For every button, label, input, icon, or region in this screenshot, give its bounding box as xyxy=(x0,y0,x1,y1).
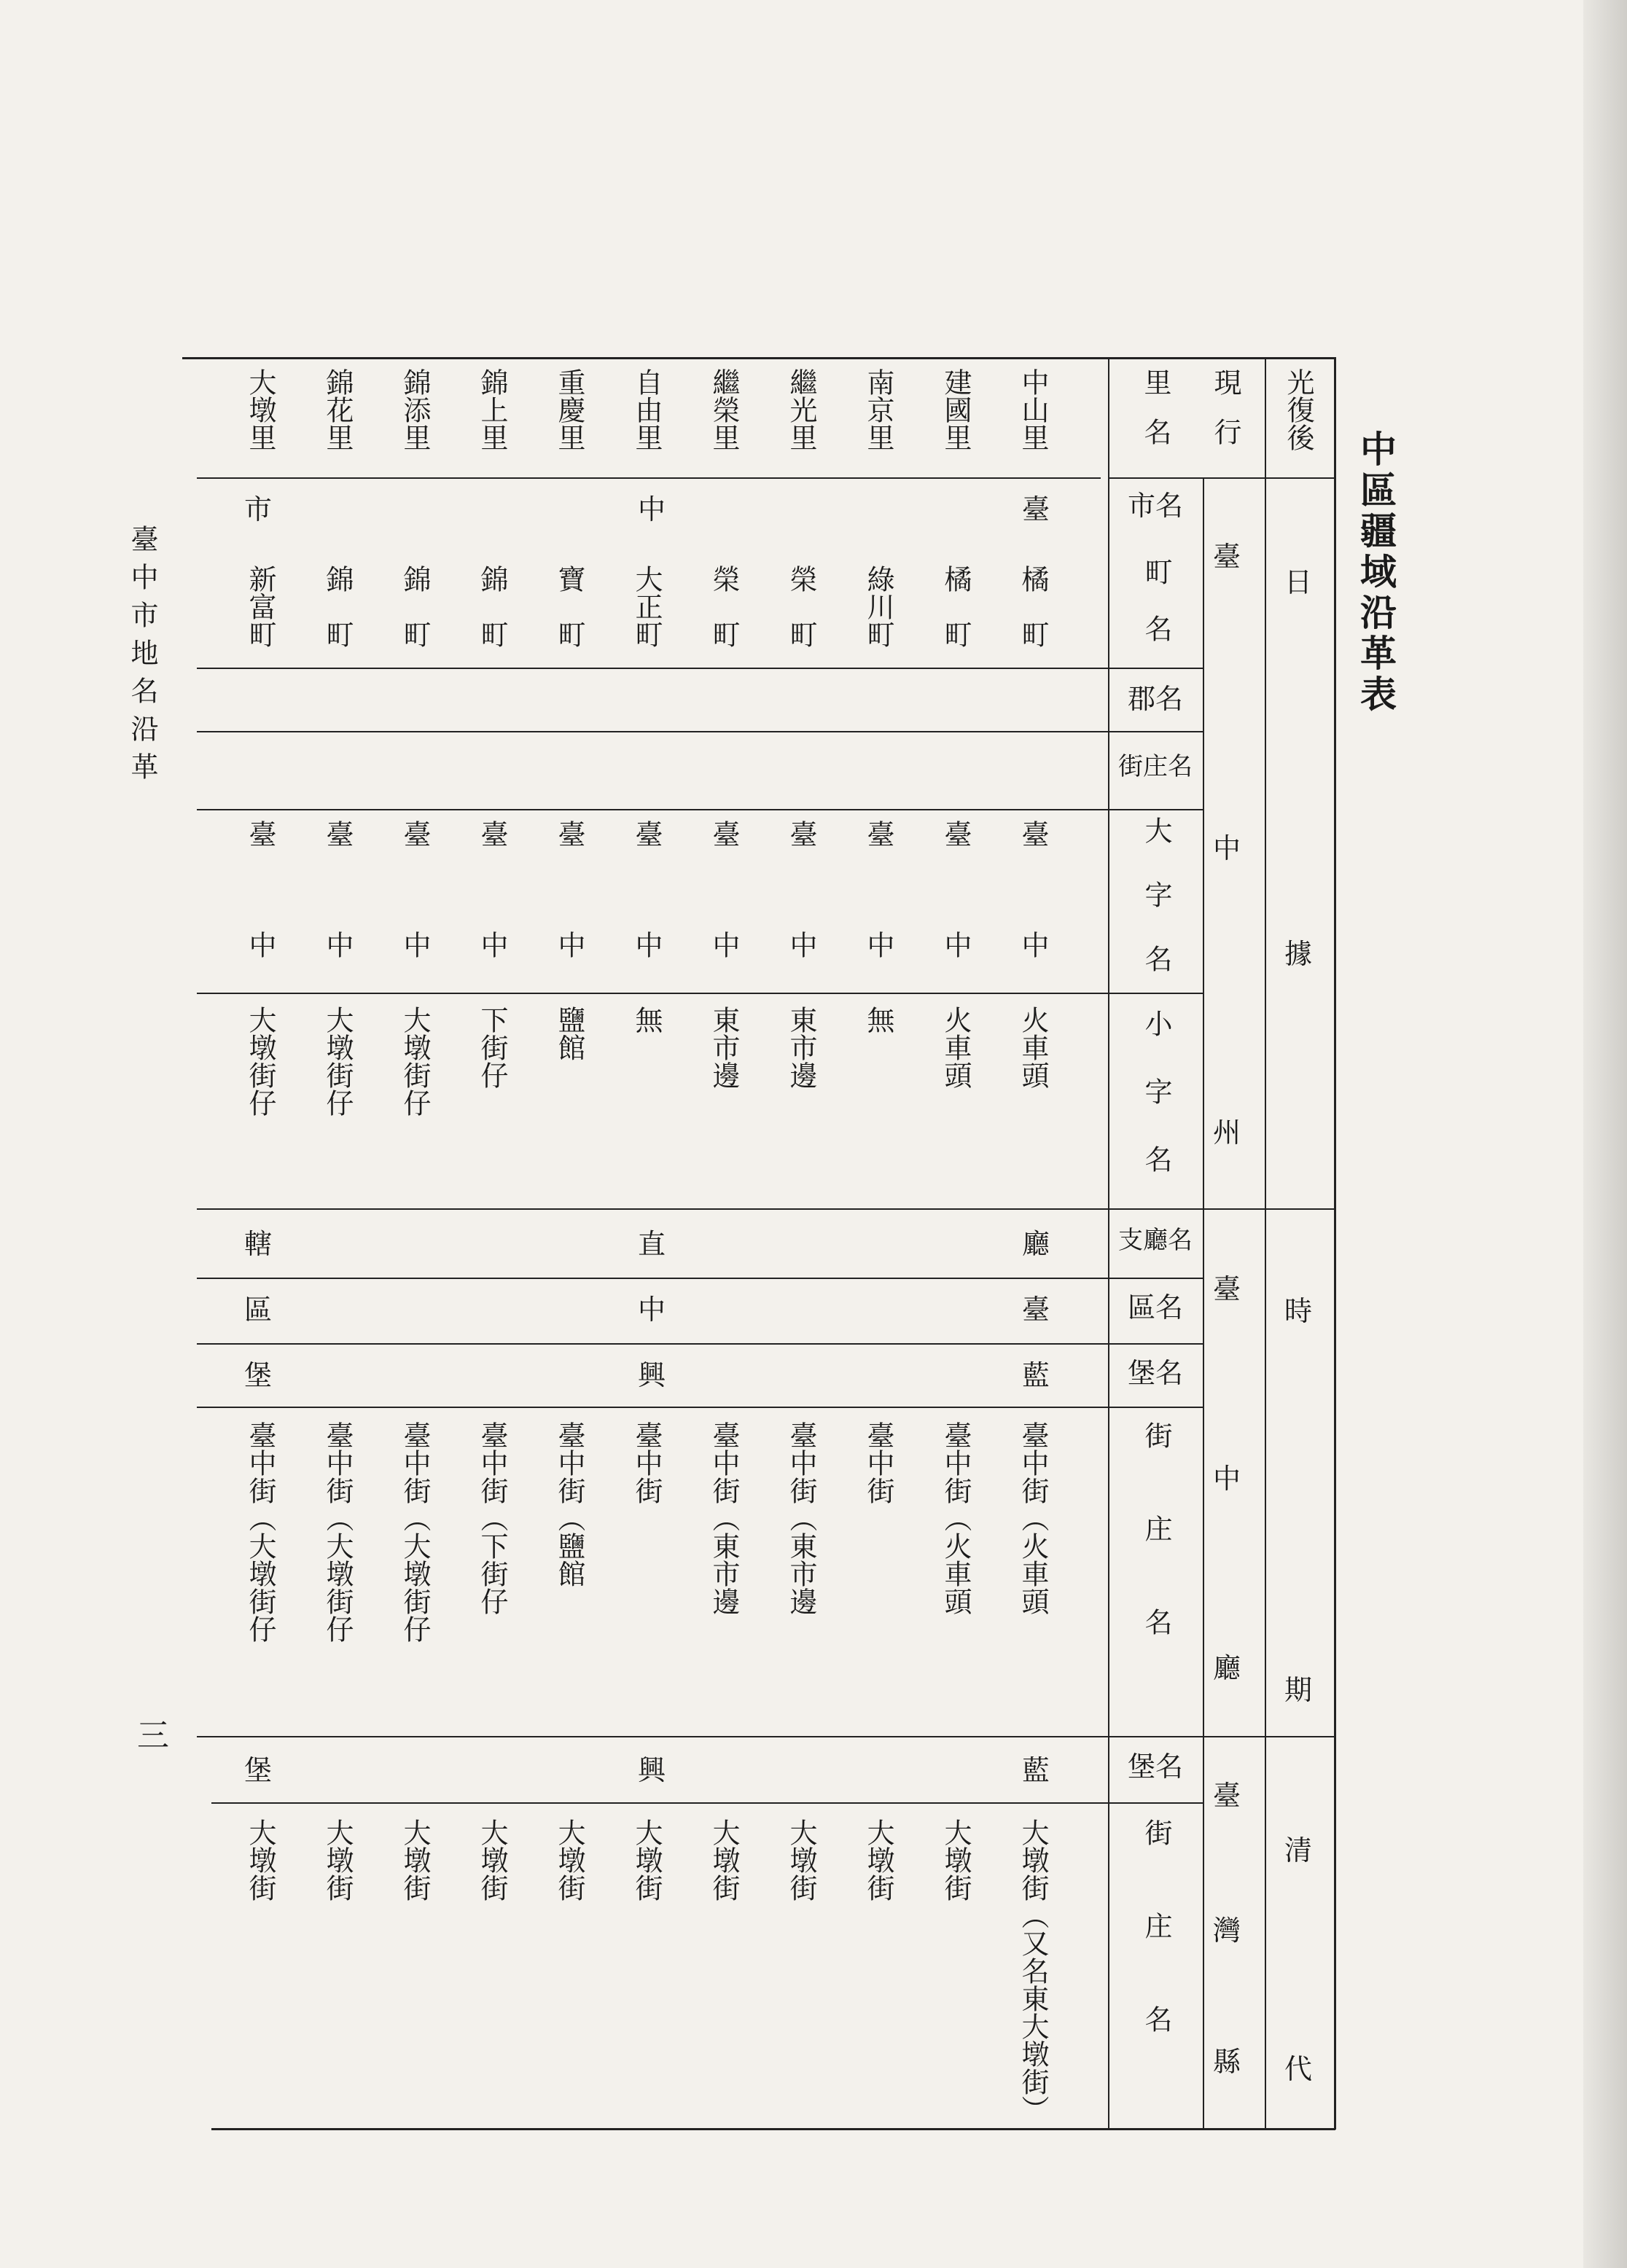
header-ri: 日 xyxy=(1284,566,1313,598)
xiaozi-name: 大墩街仔 xyxy=(399,1006,431,1117)
ting-zhong: 中 xyxy=(1213,1463,1241,1495)
qu-row-char: 中 xyxy=(638,1294,666,1326)
jiezhuang-name-qing: 臺中街︵火車頭 xyxy=(940,1421,972,1615)
town-name: 錦 町 xyxy=(321,565,354,648)
xiaozi-name: 東市邊 xyxy=(785,1006,817,1089)
jiezhuang-name-qing: 臺中街 xyxy=(862,1421,894,1504)
sub-jiezhuang-ming-2: 街庄名 xyxy=(1140,1818,1172,2098)
sub-qu-ming: 區名 xyxy=(1127,1291,1183,1323)
sub-ding-ming: 町名 xyxy=(1140,558,1172,671)
page-number: 三 xyxy=(137,1717,169,1754)
dazi-name: 臺 中 xyxy=(631,820,663,958)
dazi-name: 臺 中 xyxy=(476,820,508,958)
dazi-name: 臺 中 xyxy=(708,820,740,958)
jiezhuang-name-taiwan: 大墩街 xyxy=(631,1818,663,1901)
town-name: 新富町 xyxy=(244,565,276,648)
sub-jiezhuang-ming: 街庄名 xyxy=(1118,752,1193,781)
village-name: 錦添里 xyxy=(399,368,431,451)
dazi-name: 臺 中 xyxy=(1017,820,1049,958)
jiezhuang-name-qing: 臺中街︵下街仔 xyxy=(476,1421,508,1615)
header-qing: 清 xyxy=(1284,1834,1313,1866)
sub-zhiting-ming: 支廳名 xyxy=(1118,1226,1193,1255)
town-name: 橘 町 xyxy=(1017,565,1049,648)
town-name: 錦 町 xyxy=(399,565,431,648)
xiaozi-name: 大墩街仔 xyxy=(321,1006,354,1117)
zhiting-row-char: 轄 xyxy=(244,1228,273,1260)
jiezhuang-name-taiwan: 大墩街 xyxy=(476,1818,508,1901)
village-name: 重慶里 xyxy=(553,368,585,451)
jiezhuang-name-taiwan: 大墩街︵又名東大墩街︶ xyxy=(1017,1818,1049,2123)
header-liming: 里名 xyxy=(1139,368,1171,467)
xiaozi-name: 無 xyxy=(862,1006,894,1033)
jiezhuang-name-taiwan: 大墩街 xyxy=(553,1818,585,1901)
town-name: 大正町 xyxy=(631,565,663,648)
xiaozi-name: 東市邊 xyxy=(708,1006,740,1089)
jiezhuang-name-taiwan: 大墩街 xyxy=(321,1818,354,1901)
xiaozi-name: 無 xyxy=(631,1006,663,1033)
jiezhuang-name-qing: 臺中街 xyxy=(631,1421,663,1504)
ting-tai: 臺 xyxy=(1213,1273,1241,1305)
dazi-name: 臺 中 xyxy=(244,820,276,958)
page-edge-shadow xyxy=(1583,0,1627,2268)
xiaozi-name: 火車頭 xyxy=(940,1006,972,1089)
town-name: 寶 町 xyxy=(553,565,585,648)
bao-row-2-char: 堡 xyxy=(244,1754,273,1786)
village-name: 錦花里 xyxy=(321,368,354,451)
jiezhuang-name-qing: 臺中街︵大墩街仔 xyxy=(399,1421,431,1643)
zhou-zhong: 中 xyxy=(1213,832,1241,864)
bao-row-1-char: 興 xyxy=(638,1359,666,1391)
qu-row-char: 區 xyxy=(244,1294,273,1326)
jiezhuang-name-taiwan: 大墩街 xyxy=(708,1818,740,1901)
xiaozi-name: 鹽館 xyxy=(553,1006,585,1061)
jiezhuang-name-taiwan: 大墩街 xyxy=(940,1818,972,1901)
bao-row-2-char: 興 xyxy=(638,1754,666,1786)
town-name: 錦 町 xyxy=(476,565,508,648)
village-name: 繼光里 xyxy=(785,368,817,451)
city-row-char: 中 xyxy=(638,493,666,525)
jiezhuang-name-qing: 臺中街︵大墩街仔 xyxy=(244,1421,276,1643)
dazi-name: 臺 中 xyxy=(553,820,585,958)
dazi-name: 臺 中 xyxy=(321,820,354,958)
jiezhuang-name-qing: 臺中街︵大墩街仔 xyxy=(321,1421,354,1643)
city-row-char: 臺 xyxy=(1022,493,1050,525)
village-name: 錦上里 xyxy=(476,368,508,451)
city-row-char: 市 xyxy=(244,493,273,525)
village-name: 大墩里 xyxy=(244,368,276,451)
jiezhuang-name-qing: 臺中街︵東市邊 xyxy=(785,1421,817,1615)
jiezhuang-name-taiwan: 大墩街 xyxy=(399,1818,431,1901)
bao-row-2-char: 藍 xyxy=(1022,1754,1050,1786)
running-head: 臺中市地名沿革 xyxy=(126,525,158,790)
ting-ting: 廳 xyxy=(1213,1652,1241,1684)
dazi-name: 臺 中 xyxy=(862,820,894,958)
jiezhuang-name-qing: 臺中街︵鹽館 xyxy=(553,1421,585,1587)
header-qi: 期 xyxy=(1284,1674,1313,1706)
header-shi: 時 xyxy=(1284,1295,1313,1327)
jiezhuang-name-taiwan: 大墩街 xyxy=(862,1818,894,1901)
village-name: 自由里 xyxy=(631,368,663,451)
sub-bao-ming-1: 堡名 xyxy=(1127,1357,1183,1389)
village-name: 南京里 xyxy=(862,368,894,451)
sub-jun-ming: 郡名 xyxy=(1127,683,1183,715)
jiezhuang-name-taiwan: 大墩街 xyxy=(785,1818,817,1901)
dazi-name: 臺 中 xyxy=(940,820,972,958)
zhiting-row-char: 直 xyxy=(638,1228,666,1260)
xiaozi-name: 下街仔 xyxy=(476,1006,508,1089)
header-guangfu: 光復後 xyxy=(1282,368,1314,451)
zhiting-row-char: 廳 xyxy=(1022,1228,1050,1260)
xiaozi-name: 火車頭 xyxy=(1017,1006,1049,1089)
sub-shi-ming: 市名 xyxy=(1127,490,1183,522)
bao-row-1-char: 堡 xyxy=(244,1359,273,1391)
jiezhuang-name-qing: 臺中街︵火車頭 xyxy=(1017,1421,1049,1615)
sub-bao-ming-2: 堡名 xyxy=(1127,1751,1183,1783)
header-dai: 代 xyxy=(1284,2053,1313,2085)
village-name: 中山里 xyxy=(1017,368,1049,451)
xian-xian: 縣 xyxy=(1213,2046,1241,2078)
town-name: 綠川町 xyxy=(862,565,894,648)
jiezhuang-name-taiwan: 大墩街 xyxy=(244,1818,276,1901)
sub-dazi-ming: 大字名 xyxy=(1140,816,1172,1009)
dazi-name: 臺 中 xyxy=(785,820,817,958)
town-name: 橘 町 xyxy=(940,565,972,648)
town-name: 榮 町 xyxy=(708,565,740,648)
header-ju: 據 xyxy=(1284,938,1313,970)
table-title: 中區疆域沿革表 xyxy=(1354,430,1397,716)
village-name: 建國里 xyxy=(940,368,972,451)
town-name: 榮 町 xyxy=(785,565,817,648)
xian-wan: 灣 xyxy=(1213,1915,1241,1947)
header-xianxing: 現行 xyxy=(1209,368,1241,467)
qu-row-char: 臺 xyxy=(1022,1294,1050,1326)
zhou-zhou: 州 xyxy=(1213,1117,1241,1149)
dazi-name: 臺 中 xyxy=(399,820,431,958)
bao-row-1-char: 藍 xyxy=(1022,1359,1050,1391)
xiaozi-name: 大墩街仔 xyxy=(244,1006,276,1117)
xian-tai: 臺 xyxy=(1213,1780,1241,1812)
village-name: 繼榮里 xyxy=(708,368,740,451)
jiezhuang-name-qing: 臺中街︵東市邊 xyxy=(708,1421,740,1615)
sub-xiaozi-ming: 小字名 xyxy=(1140,1009,1172,1213)
sub-jiezhuang-ming-1: 街庄名 xyxy=(1140,1421,1172,1701)
zhou-tai: 臺 xyxy=(1213,541,1241,573)
